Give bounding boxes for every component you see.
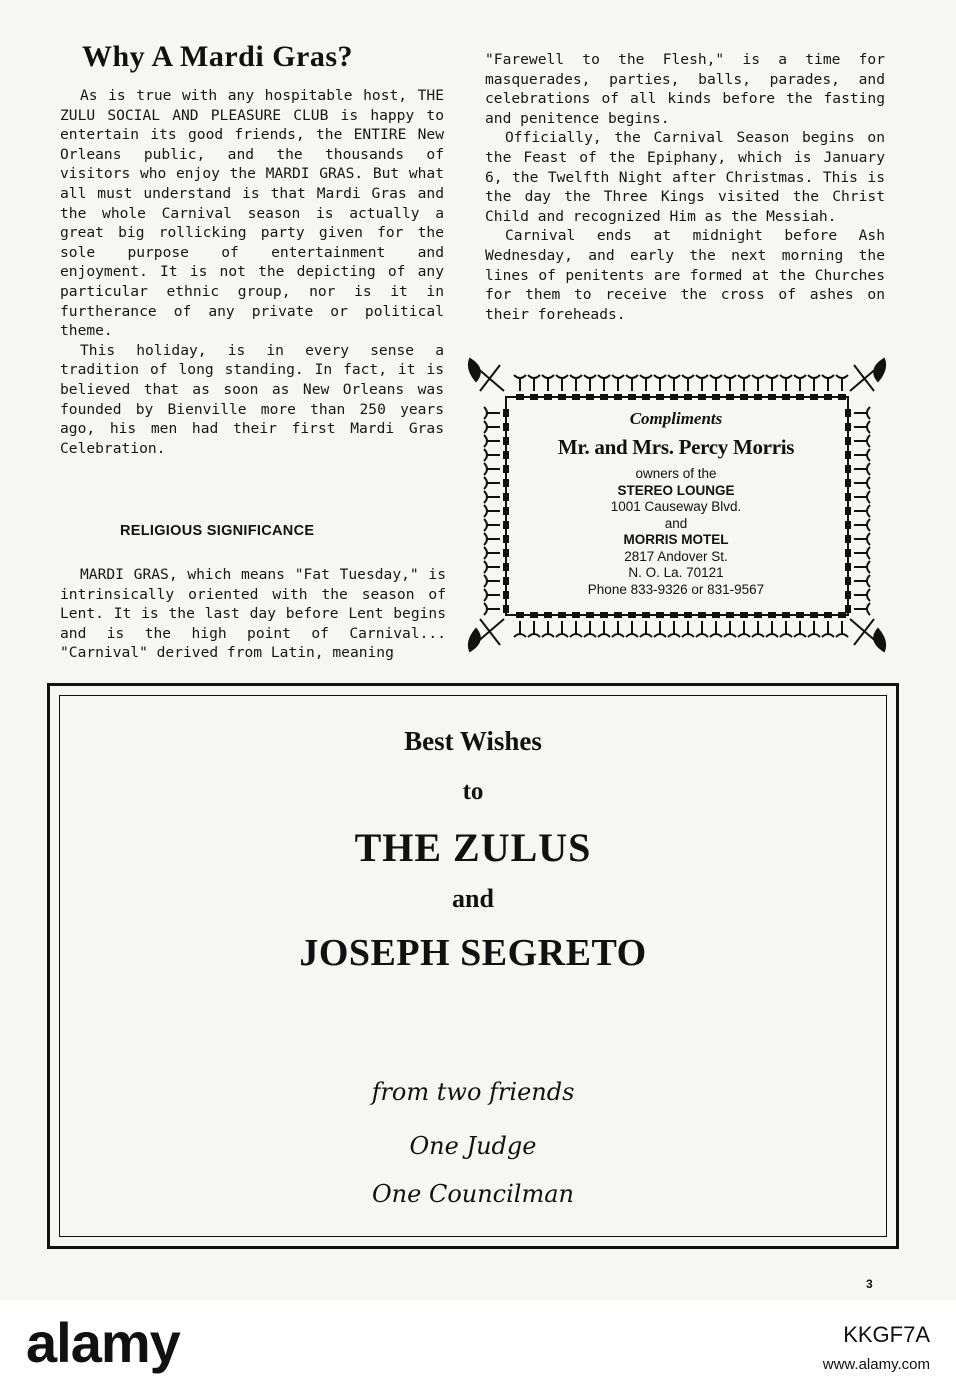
border-dash: [558, 612, 566, 618]
border-dash: [782, 394, 790, 400]
border-sprout: [584, 621, 596, 637]
ad-address-2: 2817 Andover St.: [624, 548, 728, 564]
wishes-line-2: to: [462, 778, 484, 805]
border-dash: [845, 437, 851, 445]
border-dash: [684, 612, 692, 618]
border-dash: [503, 409, 509, 417]
border-dash: [782, 612, 790, 618]
border-dash: [503, 437, 509, 445]
border-sprout: [854, 589, 870, 601]
border-sprout: [822, 621, 834, 637]
border-sprout: [738, 375, 750, 391]
border-sprout: [570, 621, 582, 637]
border-sprout: [854, 407, 870, 419]
border-sprout: [854, 491, 870, 503]
border-sprout: [484, 533, 500, 545]
border-sprout: [738, 621, 750, 637]
ad-owners: owners of the: [635, 466, 717, 481]
border-sprout: [484, 547, 500, 559]
ad-business-2: MORRIS MOTEL: [623, 532, 729, 547]
border-dash: [845, 507, 851, 515]
border-dash: [503, 563, 509, 571]
border-sprout: [484, 575, 500, 587]
ad-business-1: STEREO LOUNGE: [617, 482, 735, 498]
border-dash: [586, 612, 594, 618]
border-dash: [845, 577, 851, 585]
border-dash: [740, 612, 748, 618]
border-dash: [614, 612, 622, 618]
border-sprout: [484, 589, 500, 601]
border-sprout: [640, 621, 652, 637]
border-dash: [740, 394, 748, 400]
watermark-logo: alamy: [26, 1311, 180, 1374]
border-sprout: [752, 621, 764, 637]
wishes-line-5: JOSEPH SEGRETO: [299, 932, 647, 974]
border-dash: [845, 521, 851, 529]
border-sprout: [556, 375, 568, 391]
wishes-signature-2: One Judge: [409, 1132, 537, 1160]
border-dash: [845, 479, 851, 487]
wishes-signature-1: from two friends: [371, 1078, 575, 1106]
ad-title: Compliments: [629, 409, 723, 428]
border-sprout: [854, 505, 870, 517]
border-dash: [642, 394, 650, 400]
border-sprout: [794, 621, 806, 637]
border-dash: [503, 423, 509, 431]
border-dash: [516, 612, 524, 618]
border-sprout: [854, 533, 870, 545]
best-wishes-ad: [47, 683, 899, 1249]
border-dash: [796, 394, 804, 400]
border-sprout: [854, 519, 870, 531]
border-dash: [503, 493, 509, 501]
border-dash: [600, 394, 608, 400]
ad-phone: Phone 833-9326 or 831-9567: [587, 581, 765, 597]
border-sprout: [484, 421, 500, 433]
wishes-line-4: and: [452, 884, 494, 913]
article-paragraph: As is true with any hospitable host, THE ZULU SOCIAL AND PLEASURE CLUB is happy to entertain its good friends, the ENTIRE New Orleans public, and the thousands of visitors who enjoy the MARDI GRAS. But what all must understand is that Mardi Gras and the whole Carnival season is actually a great big rollicking party given for the sole purpose of entertainment and enjoyment. It is not the depicting of any particular ethnic group, nor is it in furtherance of any private or political theme.: [60, 87, 444, 340]
border-dash: [503, 465, 509, 473]
border-sprout: [854, 463, 870, 475]
wishes-signature-3: One Councilman: [371, 1180, 574, 1208]
border-dash: [670, 394, 678, 400]
border-sprout: [484, 463, 500, 475]
border-sprout: [808, 375, 820, 391]
border-dash: [754, 394, 762, 400]
border-sprout: [854, 575, 870, 587]
compliments-ad-text: [515, 410, 837, 598]
border-dash: [698, 612, 706, 618]
border-dash: [530, 394, 538, 400]
border-dash: [614, 394, 622, 400]
border-dash: [530, 612, 538, 618]
border-dash: [845, 549, 851, 557]
border-dash: [628, 612, 636, 618]
border-dash: [845, 465, 851, 473]
ad-address-1: 1001 Causeway Blvd.: [610, 499, 742, 514]
border-dash: [503, 591, 509, 599]
border-sprout: [612, 375, 624, 391]
border-dash: [572, 612, 580, 618]
border-dash: [656, 612, 664, 618]
article-paragraph: Carnival ends at midnight before Ash Wednesday, and early the next morning the lines of penitents are formed at the Churches for them to receive the cross of ashes on their foreheads.: [485, 227, 885, 323]
border-sprout: [484, 561, 500, 573]
border-dash: [544, 394, 552, 400]
border-sprout: [854, 561, 870, 573]
border-sprout: [626, 621, 638, 637]
border-sprout: [854, 421, 870, 433]
border-sprout: [484, 435, 500, 447]
border-dash: [503, 479, 509, 487]
border-sprout: [528, 375, 540, 391]
border-sprout: [724, 375, 736, 391]
border-sprout: [542, 621, 554, 637]
border-dash: [503, 451, 509, 459]
border-sprout: [682, 375, 694, 391]
border-dash: [824, 394, 832, 400]
border-dash: [768, 612, 776, 618]
border-sprout: [654, 621, 666, 637]
page-number: 3: [866, 1277, 873, 1291]
border-sprout: [766, 621, 778, 637]
border-dash: [586, 394, 594, 400]
watermark-url: www.alamy.com: [822, 1356, 930, 1373]
border-sprout: [836, 621, 848, 637]
border-sprout: [668, 375, 680, 391]
border-dash: [544, 612, 552, 618]
border-sprout: [528, 621, 540, 637]
border-dash: [810, 394, 818, 400]
border-sprout: [654, 375, 666, 391]
border-dash: [845, 423, 851, 431]
border-dash: [845, 563, 851, 571]
border-dash: [670, 612, 678, 618]
border-dash: [572, 394, 580, 400]
border-dash: [656, 394, 664, 400]
border-dash: [503, 535, 509, 543]
article-left-column: [60, 86, 444, 458]
border-dash: [810, 612, 818, 618]
article-paragraph: "Farewell to the Flesh," is a time for masquerades, parties, balls, parades, and celebrations of all kinds before the fasting and penitence begins.: [485, 51, 885, 127]
border-sprout: [612, 621, 624, 637]
border-sprout: [570, 375, 582, 391]
wishes-line-1: Best Wishes: [404, 726, 542, 756]
border-sprout: [484, 505, 500, 517]
border-dash: [558, 394, 566, 400]
border-dash: [503, 521, 509, 529]
border-dash: [642, 612, 650, 618]
border-dash: [838, 394, 846, 400]
border-sprout: [626, 375, 638, 391]
border-sprout: [484, 603, 500, 615]
border-dash: [516, 394, 524, 400]
border-sprout: [724, 621, 736, 637]
border-dash: [845, 535, 851, 543]
border-dash: [838, 612, 846, 618]
ad-names: Mr. and Mrs. Percy Morris: [557, 435, 795, 459]
border-dash: [845, 409, 851, 417]
border-sprout: [854, 449, 870, 461]
border-sprout: [542, 375, 554, 391]
article-paragraph: MARDI GRAS, which means "Fat Tuesday," is intrinsically oriented with the season of Lent. It is the last day before Lent begins and is the high point of Carnival... "Carnival" derived from Latin, meaning: [60, 566, 446, 662]
border-dash: [698, 394, 706, 400]
border-sprout: [484, 407, 500, 419]
border-sprout: [710, 375, 722, 391]
border-sprout: [696, 375, 708, 391]
border-dash: [754, 612, 762, 618]
border-dash: [684, 394, 692, 400]
border-sprout: [514, 621, 526, 637]
border-sprout: [752, 375, 764, 391]
border-dash: [712, 612, 720, 618]
border-sprout: [484, 491, 500, 503]
border-sprout: [598, 375, 610, 391]
border-sprout: [668, 621, 680, 637]
border-sprout: [514, 375, 526, 391]
wishes-line-3: THE ZULUS: [354, 825, 592, 870]
article-right-column: [485, 50, 885, 324]
border-dash: [726, 394, 734, 400]
article-headline: Why A Mardi Gras?: [82, 40, 354, 73]
border-sprout: [836, 375, 848, 391]
border-dash: [503, 577, 509, 585]
border-dash: [824, 612, 832, 618]
border-sprout: [696, 621, 708, 637]
border-dash: [503, 605, 509, 613]
border-sprout: [794, 375, 806, 391]
border-sprout: [484, 519, 500, 531]
border-sprout: [598, 621, 610, 637]
border-sprout: [766, 375, 778, 391]
watermark-image-id: KKGF7A: [843, 1322, 930, 1347]
border-sprout: [854, 603, 870, 615]
border-dash: [796, 612, 804, 618]
article-paragraph: This holiday, is in every sense a tradition of long standing. In fact, it is believed that as soon as New Orleans was founded by Bienville more than 250 years ago, his men had their first Mardi Gras Celebration.: [60, 341, 444, 457]
border-sprout: [808, 621, 820, 637]
border-dash: [628, 394, 636, 400]
border-dash: [845, 451, 851, 459]
border-dash: [600, 612, 608, 618]
border-sprout: [484, 449, 500, 461]
border-sprout: [854, 547, 870, 559]
border-sprout: [640, 375, 652, 391]
section-subheading: RELIGIOUS SIGNIFICANCE: [120, 523, 315, 539]
border-dash: [845, 605, 851, 613]
border-sprout: [854, 477, 870, 489]
border-sprout: [854, 435, 870, 447]
ad-city: N. O. La. 70121: [628, 565, 724, 580]
religious-column: [60, 565, 446, 663]
border-dash: [768, 394, 776, 400]
border-sprout: [780, 621, 792, 637]
border-dash: [845, 591, 851, 599]
border-sprout: [822, 375, 834, 391]
border-dash: [503, 549, 509, 557]
border-sprout: [710, 621, 722, 637]
border-sprout: [484, 477, 500, 489]
border-sprout: [556, 621, 568, 637]
border-dash: [503, 507, 509, 515]
border-dash: [712, 394, 720, 400]
border-sprout: [584, 375, 596, 391]
border-sprout: [682, 621, 694, 637]
border-sprout: [780, 375, 792, 391]
border-dash: [845, 493, 851, 501]
border-dash: [726, 612, 734, 618]
article-paragraph: Officially, the Carnival Season begins on the Feast of the Epiphany, which is January 6, the Twelfth Night after Christmas. This is the day the Three Kings visited the Christ Child and recognized Him as the Messiah.: [485, 129, 885, 225]
ad-and: and: [664, 515, 688, 531]
